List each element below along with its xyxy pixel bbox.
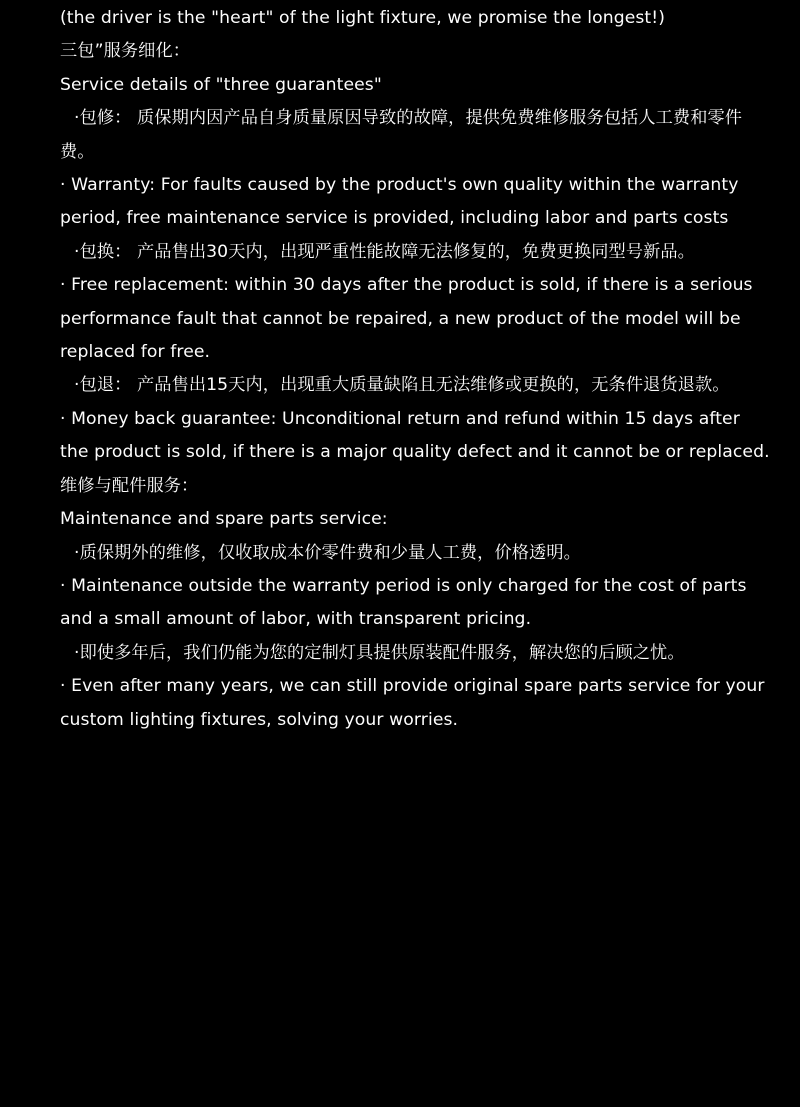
- bottom-spacer: [60, 737, 770, 917]
- paragraph-refund-cn: ·包退： 产品售出15天内，出现重大质量缺陷且无法维修或更换的，无条件退货退款。: [74, 375, 730, 396]
- heading-three-guarantees-cn: 三包”服务细化：: [60, 41, 191, 62]
- paragraph-long-term-parts-en: · Even after many years, we can still provide original spare parts service for your custom lighting fixtures, solving your worries.: [60, 676, 771, 730]
- paragraph-out-of-warranty-cn: ·质保期外的维修，仅收取成本价零件费和少量人工费，价格透明。: [74, 542, 581, 563]
- heading-three-guarantees-en: Service details of "three guarantees": [60, 74, 382, 95]
- heading-maintenance-en: Maintenance and spare parts service:: [60, 509, 388, 530]
- paragraph-out-of-warranty-en: · Maintenance outside the warranty period is only charged for the cost of parts and a small amount of labor, with transparent pricing.: [60, 575, 753, 630]
- paragraph-refund-en: · Money back guarantee: Unconditional return and refund within 15 days after the product is sold, if there is a major quality defect and it cannot be or replaced.: [60, 408, 770, 463]
- heading-maintenance-cn: 维修与配件服务：: [60, 475, 199, 496]
- paragraph-warranty-en: · Warranty: For faults caused by the product's own quality within the warranty period, free maintenance service is provided, including labor and parts costs: [60, 175, 745, 229]
- paragraph-driver-heart-note: (the driver is the "heart" of the light fixture, we promise the longest!): [60, 8, 666, 28]
- paragraph-replacement-cn: ·包换： 产品售出30天内，出现严重性能故障无法修复的，免费更换同型号新品。: [74, 241, 695, 262]
- paragraph-long-term-parts-cn: ·即使多年后，我们仍能为您的定制灯具提供原装配件服务，解决您的后顾之忧。: [74, 642, 685, 663]
- paragraph-warranty-cn: ·包修： 质保期内因产品自身质量原因导致的故障，提供免费维修服务包括人工费和零件费。: [60, 108, 743, 162]
- paragraph-replacement-en: · Free replacement: within 30 days after the product is sold, if there is a serious performance fault that cannot be repaired, a new product of the model will be replaced for free.: [60, 275, 759, 363]
